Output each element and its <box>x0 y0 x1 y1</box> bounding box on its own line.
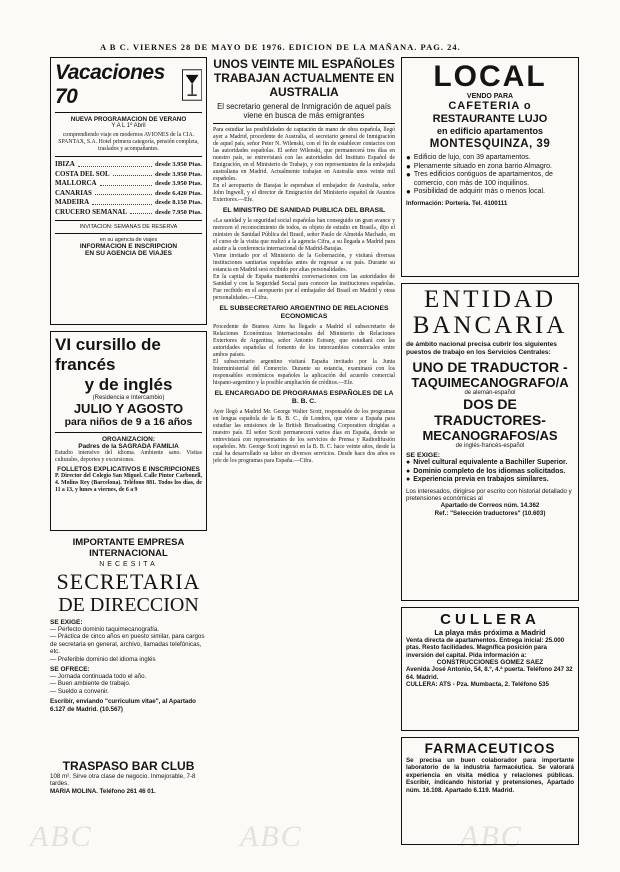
article-heading: EL SUBSECRETARIO ARGENTINO DE RELACIONES ECONOMICAS <box>219 305 389 320</box>
bancaria-intro: de ámbito nacional precisa cubrir los siguientes puestos de trabajo en los Servicios Centrales: <box>406 341 557 356</box>
destination-row <box>55 208 202 218</box>
cullera-company: CONSTRUCCIONES GOMEZ SAEZ <box>436 659 544 667</box>
article-paragraph: «La sanidad y la seguridad social españolas han conseguido un gran avance y merecen el reconocimiento de todos, es objeto de estudio en Brasil», dijo el ministro de Sanidad Pública del Brasil, señor Paulo de Almeida Machado, en el curso de la visita que realizó a la agencia Cifra, a su llegada a Madrid para asistir a la conferencia internacional de Madrid-Barajas. <box>213 218 395 252</box>
secretaria-exige-list <box>50 626 207 663</box>
bancaria-post-1c: de alemán-español <box>464 390 516 396</box>
curso-folletos: FOLLETOS EXPLICATIVOS E INSCRIPCIONES <box>57 466 200 473</box>
bullet-icon: ● <box>406 153 411 162</box>
curso-address: P. Director del Colegio San Miguel. Calle Pintor Carbonell, 4. Molins Rey (Barcelona). Teléfono 881. Todos los días, de 11 a 13, y lunes a viernes, de 6 a 9 <box>55 473 202 493</box>
destination-price: desde 6.420 Ptas. <box>155 189 202 197</box>
bullet-icon: ● <box>406 467 411 475</box>
local-item <box>406 154 574 163</box>
farma-text: Se precisa un buen colaborador para importante laboratorio de la industria farmacéutica. Se valorará experiencia en visita médica y relaciones públicas. Escribir, indicando historial y pretensiones, Apartado núm. 16.108. Apartado 6.119. Madrid. <box>406 757 574 794</box>
destination-row <box>55 179 202 189</box>
traspaso-text: 108 m². Sirve otra clase de negocio. Inmejorable, 7-8 tardes. <box>50 773 196 788</box>
secretaria-ofrece-label: SE OFRECE: <box>50 666 90 674</box>
headline-line: UNOS VEINTE MIL ESPAÑOLES <box>213 57 395 71</box>
offer-item: — Buen ambiente de trabajo. <box>50 680 131 688</box>
curso-ad <box>50 331 207 531</box>
curso-title-1: VI cursillo de francés <box>55 335 161 374</box>
curso-org-label: ORGANIZACION: <box>101 436 156 443</box>
destination-name: COSTA DEL SOL <box>55 169 110 178</box>
secretaria-contact: Escribir, enviando "curriculum vitae", al Apartado 6.127 de Madrid. (10.567) <box>50 698 196 713</box>
bancaria-exige-list <box>406 459 574 485</box>
offer-item: — Jornada continuada todo el año. <box>50 673 147 681</box>
cocktail-glass-icon <box>182 68 202 102</box>
article-paragraph: Ayer llegó a Madrid Mr. George Walter Scott, responsable de los programas en lengua española de la B. B. C., de Londres, que viene a España para estudiar las emisiones de la British Broadcasting Corporation dirigidas a nuestro país. El señor Scott permanecerá varios días en España, donde se entrevistará con representantes de los servicios de Prensa y Radiodifusión españoles. Mr. George Scott ingresó en la B. B. C. hace veinte años, desde la cual ha desarrollado su labor en diversos servicios. Desde hace dos años es jefe de los programas para España.—Cifra. <box>213 409 395 464</box>
destination-row <box>55 198 202 208</box>
leader-dots <box>100 179 152 186</box>
destination-name: IBIZA <box>55 160 75 168</box>
headline-line: AUSTRALIA <box>269 85 339 99</box>
bullet-icon: ● <box>406 459 411 466</box>
local-item <box>406 163 574 172</box>
cullera-text: Venta directa de apartamentos. Entrega inicial: 25.000 ptas. Resto facilidades. Magnífica posición para inversión del capital. Pida información a: <box>406 637 565 659</box>
bullet-icon: ● <box>406 170 411 179</box>
bancaria-note: Los interesados, dirigirse por escrito con historial detallado y pretensiones económicas al <box>406 487 572 502</box>
destination-name: MADEIRA <box>55 198 90 206</box>
destination-name: MALLORCA <box>55 179 97 187</box>
bancaria-ad <box>401 283 579 601</box>
bancaria-ref: Ref.: "Selección traductores" (10.603) <box>434 509 546 517</box>
middle-column <box>213 57 395 465</box>
vacaciones-agency: EN SU AGENCIA DE VIAJES <box>85 250 172 257</box>
destination-name: CRUCERO SEMANAL <box>55 207 128 216</box>
bullet-icon: ● <box>406 187 411 196</box>
curso-dates: JULIO Y AGOSTO <box>73 401 184 416</box>
bullet-icon: ● <box>406 476 411 483</box>
local-addr: MONTESQUINZA, 39 <box>429 138 551 150</box>
local-line-1: CAFETERIA o <box>448 100 532 112</box>
bancaria-title-1: ENTIDAD <box>423 286 557 313</box>
destination-price: desde 7.950 Ptas. <box>155 208 202 216</box>
cullera-ad <box>401 607 579 731</box>
vacaciones-title: Vacaciones 70 <box>55 61 165 108</box>
vacaciones-agency-pre: en su agencia de viajes <box>99 237 158 243</box>
leader-dots <box>130 208 152 215</box>
secretaria-ad <box>50 537 207 759</box>
curso-ages: para niños de 9 a 16 años <box>64 416 193 428</box>
farma-ad <box>401 737 579 845</box>
secretaria-top: IMPORTANTE EMPRESA INTERNACIONAL <box>72 537 185 559</box>
curso-title-2: y de inglés <box>84 375 173 394</box>
article-paragraph: Viene invitado por el Ministerio de la Gobernación, y visitará diversas instituciones sanitarias españolas antes de regresar a su país. Durante su estancia en Madrid será recibido por altas personalidades. <box>213 253 395 273</box>
vacaciones-info: INFORMACION E INSCRIPCION <box>79 243 178 250</box>
article-heading: EL MINISTRO DE SANIDAD PUBLICA DEL BRASIL <box>222 207 386 214</box>
article-sub: El secretario general de Inmigración de aquel país viene en busca de más emigrantes <box>217 102 391 120</box>
vacaciones-from: Y A L 1º Abril <box>111 123 146 129</box>
local-item-text: Plenamente situado en zona barrio Almagro. <box>413 162 552 170</box>
destination-price: desde 8.150 Ptas. <box>155 199 202 206</box>
bancaria-requirement-text: Experiencia previa en trabajos similares. <box>413 476 549 483</box>
article-heading: EL ENCARGADO DE PROGRAMAS ESPAÑOLES DE LA B. B. C. <box>214 390 394 405</box>
leader-dots <box>113 170 152 177</box>
watermark: ABC <box>30 820 93 853</box>
article-paragraph: En el aeropuerto de Barajas le esperaban el embajador de Australia, señor John Ingwell, y el director de Emigración del Ministerio español de Asuntos Exteriores.—Efe. <box>213 183 395 203</box>
secretaria-necesita: NECESITA <box>99 561 158 568</box>
requirement-item: — Perfecto dominio taquimecanografía. <box>50 626 160 633</box>
bancaria-post-2c: de inglés-francés-español <box>455 443 525 449</box>
destination-price: desde 3.950 Ptas. <box>155 170 202 178</box>
watermark: ABC <box>240 820 303 853</box>
article-headline <box>213 57 395 99</box>
cullera-title: CULLERA <box>440 611 540 628</box>
cullera-addr: Avenida José Antonio, 54, 8.º, 4.ª puerta. Teléfono 247 32 64. Madrid. <box>406 666 573 681</box>
bancaria-contact: Apartado de Correos núm. 14.362 <box>440 502 540 510</box>
local-info: Información: Portería. Tel. 4100111 <box>406 199 508 207</box>
curso-sub: (Residencia e Intercambio) <box>92 395 165 401</box>
secretaria-title-2: DE DIRECCION <box>58 594 199 616</box>
local-ad <box>401 57 579 277</box>
local-item <box>406 188 574 197</box>
vacaciones-subtitle: NUEVA PROGRAMACION DE VERANO <box>70 116 187 123</box>
destination-price: desde 3.950 Ptas. <box>155 161 202 168</box>
bancaria-exige-label: SE EXIGE: <box>406 452 440 459</box>
bancaria-requirement-text: Nivel cultural equivalente a Bachiller Superior. <box>413 459 568 466</box>
vacaciones-ad <box>50 57 207 325</box>
curso-org-text: Estudio intensivo del idioma. Ambiente sano. Visitas culturales, deportes y excursiones. <box>55 450 202 463</box>
watermark: ABC <box>460 820 523 853</box>
local-vendo: VENDO PARA <box>466 93 514 100</box>
bancaria-post-1a: UNO DE TRADUCTOR - <box>412 359 568 375</box>
destination-row <box>55 160 202 170</box>
bancaria-post-1b: TAQUIMECANOGRAFO/A <box>411 375 569 390</box>
local-title: LOCAL <box>433 60 547 93</box>
local-item-text: Posibilidad de adquirir más o menos local. <box>413 188 545 195</box>
bancaria-requirement-text: Dominio completo de los idiomas solicitados. <box>413 467 566 475</box>
destination-row <box>55 170 202 180</box>
traspaso-contact: MARIA MOLINA. Teléfono 261 46 01. <box>50 787 156 795</box>
bancaria-requirement <box>406 476 574 485</box>
local-item <box>406 171 574 188</box>
cullera-addr-2: CULLERA: ATS - Pza. Mumbacta, 2. Teléfono 535 <box>406 681 549 689</box>
secretaria-exige-label: SE EXIGE: <box>50 619 83 626</box>
article-paragraph: Para estudiar las posibilidades de captación de mano de obra española, llegó ayer a Madrid, procedente de Australia, el secretario general de Inmigración de aquel país, señor Peter N. Wilenski, con el fin de establecer contactos con las autoridades españolas. El señor Wilenski, que permanecerá tres días en nuestro país, se entrevistará con las autoridades del Instituto Español de Emigración, en el Ministerio de Trabajo, y con representantes de la embajada australiana en Madrid. Actualmente trabajan en Australia unos veinte mil españoles. <box>213 127 395 182</box>
article-paragraph: En la capital de España mantendrá conversaciones con las autoridades de Sanidad y con la Seguridad Social para conocer las instituciones españolas. Fue recibido en el aeropuerto por el embajador del Brasil en Madrid y otras personalidades.—Cifra. <box>213 274 395 301</box>
destination-name: CANARIAS <box>55 188 92 197</box>
secretaria-title-1: SECRETARIA <box>56 569 201 594</box>
farma-title: FARMACEUTICOS <box>424 741 556 756</box>
bancaria-post-2a: DOS DE TRADUCTORES- <box>434 396 546 428</box>
requirement-item: — Preferible dominio del idioma inglés <box>50 655 156 663</box>
local-item-text: Edificio de lujo, con 39 apartamentos. <box>413 154 531 161</box>
traspaso-title: TRASPASO BAR CLUB <box>62 759 195 773</box>
offer-item: — Sueldo a convenir. <box>50 687 109 695</box>
requirement-item: — Práctica de cinco años en puesto similar, para cargos de secretaria en general, archivo, llamadas telefónicas, etc. <box>50 633 205 656</box>
local-line-2: RESTAURANTE LUJO <box>432 113 548 125</box>
headline-line: TRABAJAN ACTUALMENTE EN <box>213 71 395 85</box>
vacaciones-intro: comprendiendo viaje en modernos AVIONES de la CIA. SPANTAX, S.A. Hotel primera categoría, pensión completa, traslados y acompañantes. <box>58 132 199 152</box>
leader-dots <box>95 189 152 196</box>
left-column <box>50 57 207 795</box>
bancaria-title-2: BANCARIA <box>412 312 568 339</box>
bancaria-requirement <box>406 459 574 468</box>
local-edif: en edificio apartamentos <box>436 126 544 136</box>
bancaria-post-2b: MECANOGRAFOS/AS <box>422 428 558 443</box>
secretaria-ofrece-list <box>50 673 207 695</box>
bullet-icon: ● <box>406 161 411 171</box>
bancaria-requirement <box>406 468 574 477</box>
vacaciones-note: INVITACION: SEMANAS DE RESERVA <box>79 224 178 230</box>
page-header: A B C. VIERNES 28 DE MAYO DE 1976. EDICION DE LA MAÑANA. PAG. 24. <box>100 42 461 52</box>
cullera-sub: La playa más próxima a Madrid <box>434 628 546 637</box>
leader-dots <box>78 160 152 167</box>
local-item-text: Tres edificios contiguos de apartamentos, de comercio, con más de 100 inquilinos. <box>413 171 553 187</box>
destination-row <box>55 189 202 199</box>
leader-dots <box>92 198 152 205</box>
destination-price: desde 3.950 Ptas. <box>155 180 202 187</box>
traspaso-ad <box>50 759 207 795</box>
destination-list <box>55 160 202 217</box>
article-paragraph: El subsecretario argentino visitará España invitado por la Junta Interministerial del Comercio. Durante su estancia, examinará con los responsables económicos españoles la aplicación del acuerdo comercial hispano-argentino y la posible ampliación de créditos.—Efe. <box>213 359 395 386</box>
article-paragraph: Procedente de Buenos Aires ha llegado a Madrid el subsecretario de Relaciones Económicas Internacionales del Ministerio de Relaciones Exteriores de Argentina, señor Antonio Estrany, que estudiará con las autoridades españolas el fomento de los intercambios comerciales entre ambos países. <box>213 324 395 358</box>
local-items <box>406 154 574 197</box>
right-column <box>401 57 579 851</box>
curso-org: Padres de la SAGRADA FAMILIA <box>78 443 179 450</box>
